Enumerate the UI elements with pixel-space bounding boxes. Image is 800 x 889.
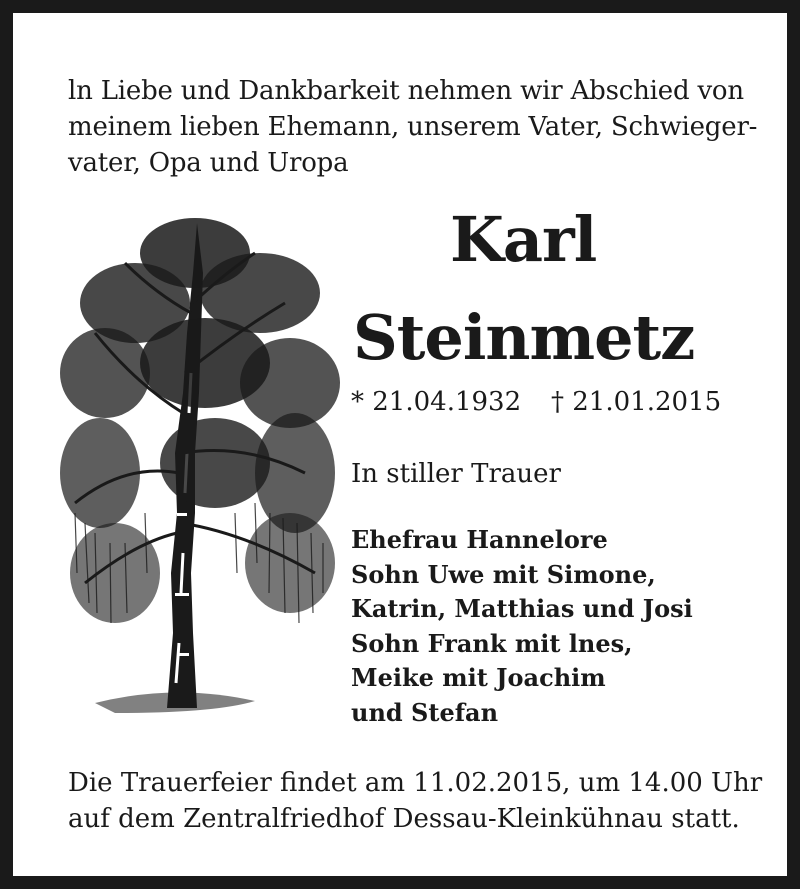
family-line: Meike mit Joachim bbox=[351, 663, 606, 692]
life-dates bbox=[351, 387, 751, 417]
funeral-line: Die Trauerfeier findet am 11.02.2015, um 14.00 Uhr bbox=[68, 768, 763, 798]
family-line: und Stefan bbox=[351, 697, 499, 727]
intro-line: meinem lieben Ehemann, unserem Vater, Schwieger- bbox=[68, 112, 758, 142]
family-line: Sohn Uwe mit Simone, bbox=[351, 559, 656, 589]
family-line: Katrin, Matthias und Josi bbox=[351, 594, 693, 623]
last-name: Steinmetz bbox=[353, 301, 695, 374]
funeral-line: auf dem Zentralfriedhof Dessau-Kleinkühnau statt. bbox=[68, 804, 740, 834]
mourning-line: In stiller Trauer bbox=[351, 459, 561, 489]
funeral-info bbox=[68, 765, 768, 837]
intro-line: ln Liebe und Dankbarkeit nehmen wir Abschied von bbox=[68, 76, 744, 106]
intro-line: vater, Opa und Uropa bbox=[68, 148, 349, 178]
birch-tree-icon bbox=[55, 213, 345, 733]
family-line: Ehefrau Hannelore bbox=[351, 525, 608, 554]
birth-date: * 21.04.1932 bbox=[351, 387, 522, 417]
death-date: † 21.01.2015 bbox=[551, 387, 722, 417]
first-name: Karl bbox=[450, 203, 597, 276]
intro-text bbox=[68, 73, 768, 181]
deceased-name bbox=[348, 191, 728, 387]
family-line: Sohn Frank mit lnes, bbox=[351, 628, 633, 658]
family-list bbox=[351, 523, 771, 730]
